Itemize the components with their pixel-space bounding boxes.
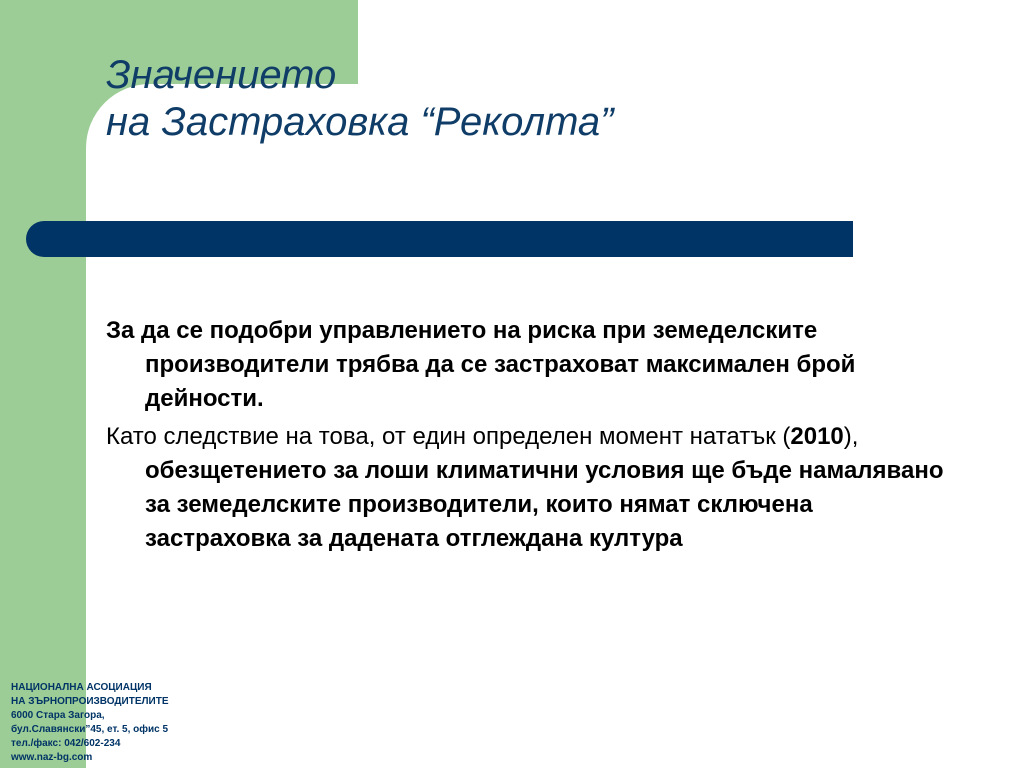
organization-footer	[11, 681, 169, 765]
footer-line-2: НА ЗЪРНОПРОИЗВОДИТЕЛИТЕ	[11, 696, 169, 707]
slide-title	[106, 52, 614, 146]
title-line-2: на Застраховка “Реколта”	[106, 100, 614, 144]
footer-website: www.naz-bg.com	[11, 752, 93, 763]
paragraph-2-year: 2010	[790, 423, 844, 450]
title-line-1: Значението	[106, 53, 337, 97]
footer-line-4: бул.Славянски”45, ет. 5, офис 5	[11, 724, 169, 735]
paragraph-2-emphasis: обезщетението за лоши климатични условия ще бъде намалявано за земеделските производители, които нямат сключена застраховка за дадената отглеждана култура	[145, 457, 944, 552]
title-divider-bar	[26, 221, 853, 257]
paragraph-1: За да се подобри управлението на риска при земеделските производители трябва да се застраховат максимален брой дейности.	[106, 317, 856, 412]
footer-line-5: тел./факс: 042/602-234	[11, 738, 121, 749]
slide-body	[106, 314, 956, 556]
paragraph-2-intro: Като следствие на това, от един определен момент нататък (	[106, 423, 791, 450]
footer-line-3: 6000 Стара Загора,	[11, 710, 105, 721]
paragraph-2	[106, 420, 956, 556]
paragraph-2-separator: ),	[843, 423, 859, 450]
footer-line-1: НАЦИОНАЛНА АСОЦИАЦИЯ	[11, 682, 152, 693]
